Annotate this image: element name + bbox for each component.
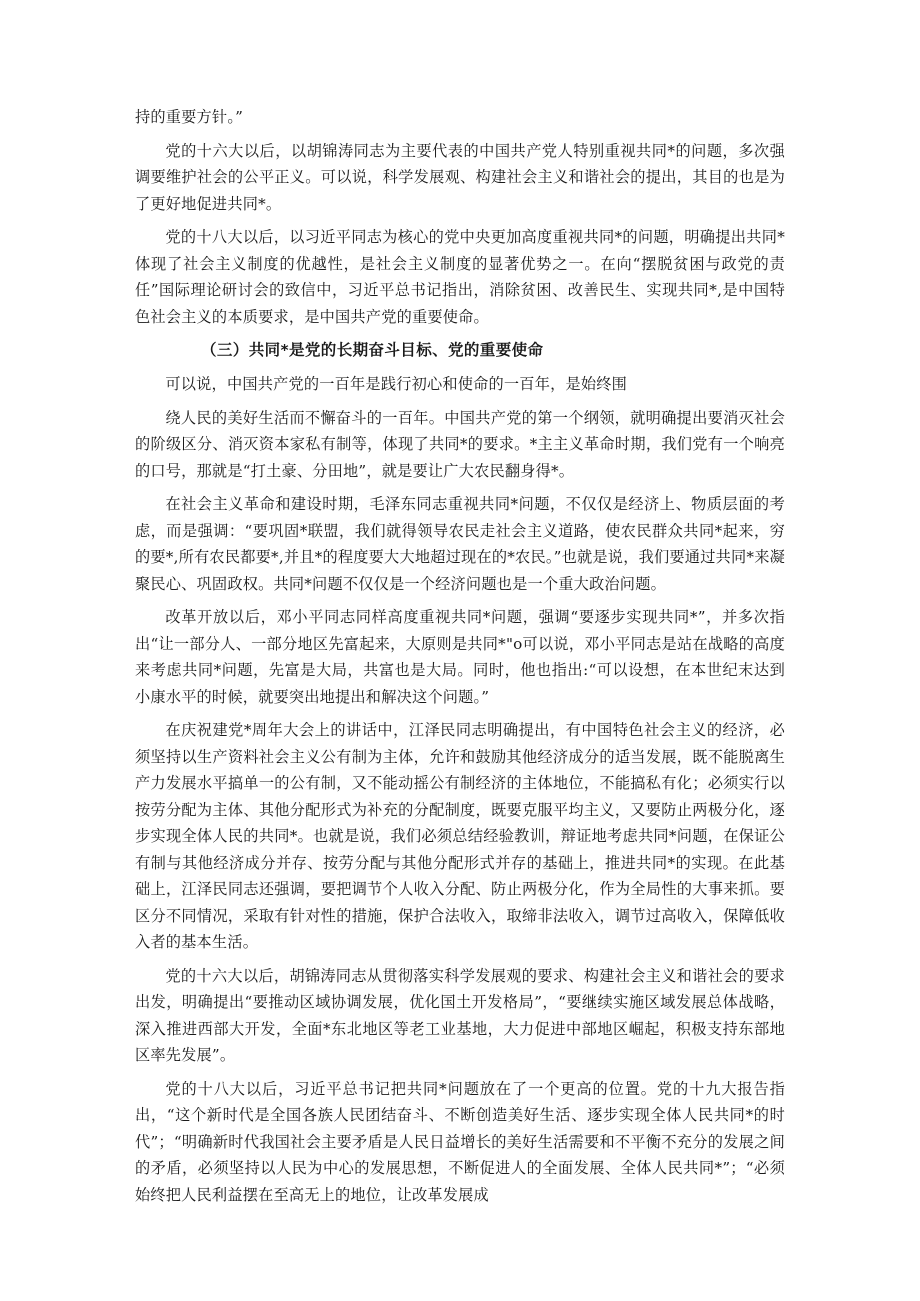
- paragraph-9: 党的十八大以后，习近平总书记把共同*问题放在了一个更高的位置。党的十九大报告指出，“这个新时代是全国各族人民团结奋斗、不断创造美好生活、逐步实现全体人民共同*的时代”；“明确新时代我国社会主要矛盾是人民日益增长的美好生活需要和不平衡不充分的发展之间的矛盾，必须坚持以人民为中心的发展思想，不断促进人的全面发展、全体人民共同*”；“必须始终把人民利益摆在至高无上的地位，让改革发展成: [135, 1079, 785, 1204]
- paragraph-5: 在社会主义革命和建设时期，毛泽东同志重视共同*问题，不仅仅是经济上、物质层面的考虑，而是强调：“要巩固*联盟，我们就得领导农民走社会主义道路，使农民群众共同*起来，穷的要*,所有农民都要*,并且*的程度要大大地超过现在的*农民。”也就是说，我们要通过共同*来凝聚民心、巩固政权。共同*问题不仅仅是一个经济问题也是一个重大政治问题。: [135, 495, 785, 593]
- paragraph-8: 党的十六大以后，胡锦涛同志从贯彻落实科学发展观的要求、构建社会主义和谐社会的要求出发，明确提出“要推动区域协调发展，优化国土开发格局”，“要继续实施区域发展总体战略，深入推进西部大开发，全面*东北地区等老工业基地，大力促进中部地区崛起，积极支持东部地区率先发展”。: [135, 966, 785, 1064]
- paragraph-2: 党的十八大以后，以习近平同志为核心的党中央更加高度重视共同*的问题，明确提出共同*体现了社会主义制度的优越性，是社会主义制度的显著优势之一。在向“摆脱贫困与政党的责任”国际理论研讨会的致信中，习近平总书记指出，消除贫困、改善民生、实现共同*,是中国特色社会主义的本质要求，是中国共产党的重要使命。: [135, 228, 785, 326]
- section-heading: （三）共同*是党的长期奋斗目标、党的重要使命: [201, 341, 544, 359]
- paragraph-0: 持的重要方针。”: [135, 108, 244, 126]
- document-page: [135, 104, 785, 1208]
- paragraph-4: 绕人民的美好生活而不懈奋斗的一百年。中国共产党的第一个纲领，就明确提出要消灭社会的阶级区分、消灭资本家私有制等，体现了共同*的要求。*主主义革命时期，我们党有一个响亮的口号，那就是“打土豪、分田地”，就是要让广大农民翻身得*。: [135, 408, 785, 480]
- paragraph-6: 改革开放以后，邓小平同志同样高度重视共同*问题，强调“要逐步实现共同*”，并多次指出“让一部分人、一部分地区先富起来，大原则是共同*"o可以说，邓小平同志是站在战略的高度来考虑共同*问题，先富是大局，共富也是大局。同时，他也指出:“可以设想，在本世纪末达到小康水平的时候，就要突出地提出和解决这个问题。”: [135, 608, 785, 706]
- paragraph-1: 党的十六大以后，以胡锦涛同志为主要代表的中国共产党人特别重视共同*的问题，多次强调要维护社会的公平正义。可以说，科学发展观、构建社会主义和谐社会的提出，其目的也是为了更好地促进共同*。: [135, 141, 785, 213]
- paragraph-3: 可以说，中国共产党的一百年是践行初心和使命的一百年，是始终围: [165, 375, 628, 393]
- paragraph-7: 在庆祝建党*周年大会上的讲话中，江泽民同志明确提出，有中国特色社会主义的经济，必须坚持以生产资料社会主义公有制为主体，允许和鼓励其他经济成分的适当发展，既不能脱离生产力发展水平搞单一的公有制，又不能动摇公有制经济的主体地位，不能搞私有化；必须实行以按劳分配为主体、其他分配形式为补充的分配制度，既要克服平均主义，又要防止两极分化，逐步实现全体人民的共同*。也就是说，我们必须总结经验教训，辩证地考虑共同*问题，在保证公有制与其他经济成分并存、按劳分配与其他分配形式并存的基础上，推进共同*的实现。在此基础上，江泽民同志还强调，要把调节个人收入分配、防止两极分化，作为全局性的大事来抓。要区分不同情况，采取有针对性的措施，保护合法收入，取缔非法收入，调节过高收入，保障低收入者的基本生活。: [135, 721, 785, 951]
